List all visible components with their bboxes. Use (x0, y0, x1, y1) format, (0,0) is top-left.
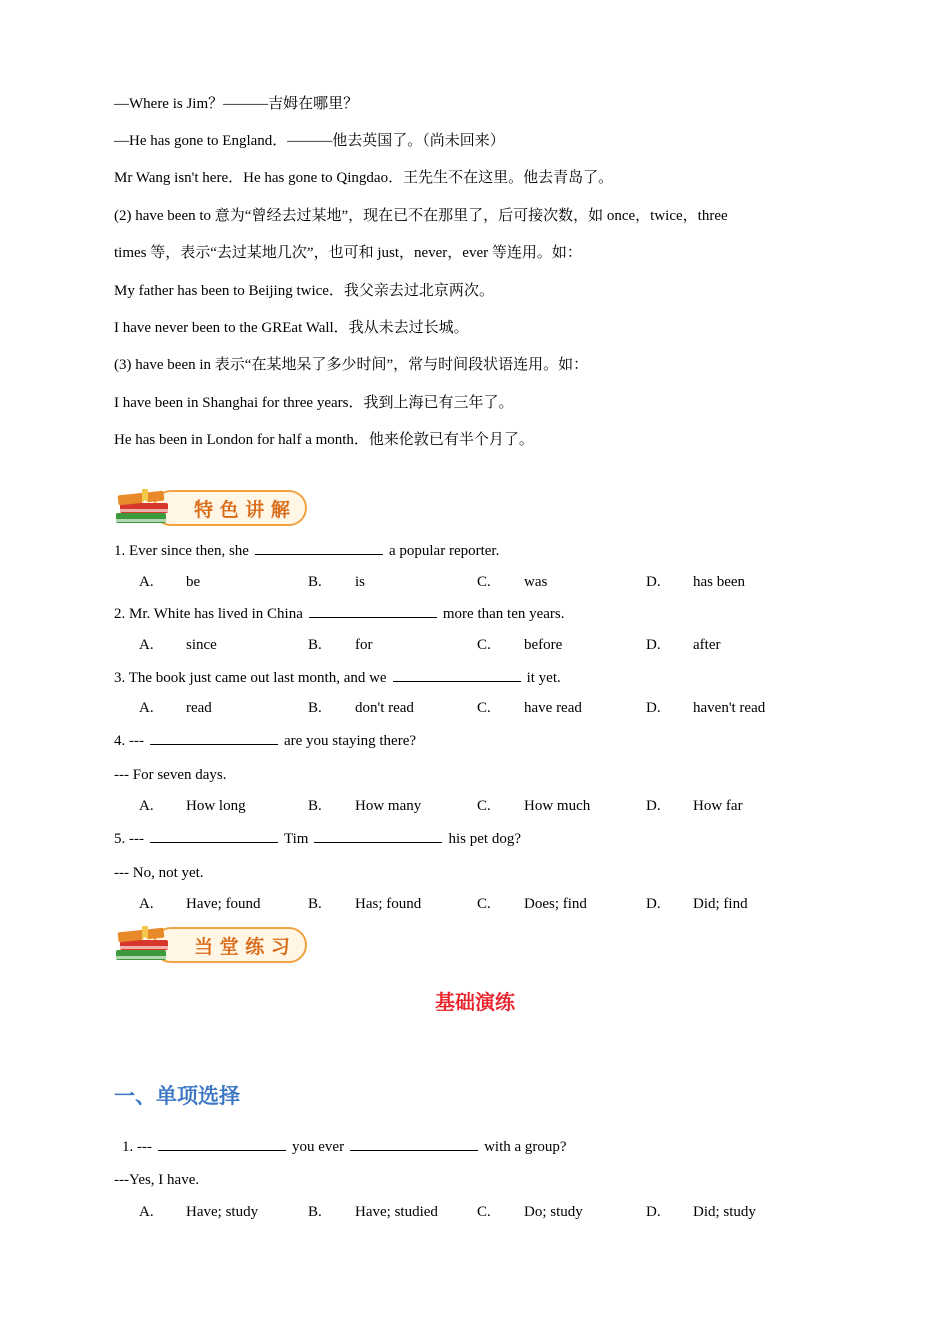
answer-line: --- No, not yet. (114, 865, 204, 881)
option-letter: C. (477, 896, 491, 912)
option-letter: A. (139, 637, 154, 653)
banner-label: 当 堂 练 习 (194, 936, 290, 958)
question-text: 1. Ever since then, she (114, 543, 249, 559)
question-text: 2. Mr. White has lived in China (114, 606, 303, 622)
option-text[interactable]: has been (693, 574, 746, 590)
question-text: 4. --- (114, 733, 144, 749)
option-text[interactable]: for (355, 637, 373, 653)
option-text[interactable]: read (186, 700, 212, 716)
option-letter: A. (139, 896, 154, 912)
explanation-line: I have been in Shanghai for three years．我到上海已有三年了。 (114, 395, 514, 411)
option-letter: D. (646, 896, 661, 912)
option-letter: B. (308, 700, 322, 716)
option-text[interactable]: Do; study (524, 1204, 583, 1220)
books-icon (114, 487, 310, 531)
answer-blank[interactable] (350, 1136, 478, 1151)
explanation-line: (3) have been in 表示“在某地呆了多少时间”，常与时间段状语连用。如： (114, 357, 589, 373)
option-text[interactable]: Have; found (186, 896, 261, 912)
feature-section-banner (114, 487, 310, 531)
answer-line: ---Yes, I have. (114, 1172, 200, 1188)
question-text: 1. --- (122, 1139, 152, 1155)
option-letter: A. (139, 1204, 154, 1220)
practice-question-1 (122, 1136, 567, 1157)
option-text[interactable]: Has; found (355, 896, 422, 912)
answer-blank[interactable] (309, 603, 437, 618)
option-letter: C. (477, 700, 491, 716)
question-text: his pet dog? (448, 831, 521, 847)
option-letter: B. (308, 896, 322, 912)
question-text: are you staying there? (284, 733, 417, 749)
option-letter: A. (139, 574, 154, 590)
option-letter: B. (308, 1204, 322, 1220)
explanation-line: (2) have been to 意为“曾经去过某地”，现在已不在那里了，后可接次数，如 once，twice，three (114, 208, 728, 224)
option-text[interactable]: Did; study (693, 1204, 756, 1220)
option-letter: C. (477, 798, 491, 814)
option-text[interactable]: have read (524, 700, 582, 716)
basic-practice-title: 基础演练 (435, 990, 515, 1014)
question-text: Tim (284, 831, 309, 847)
option-text[interactable]: don't read (355, 700, 414, 716)
explanation-line: —Where is Jim？———吉姆在哪里？ (114, 96, 359, 112)
question-text: it yet. (526, 670, 561, 686)
options-row (0, 894, 950, 914)
question-4 (114, 730, 416, 751)
option-letter: C. (477, 574, 491, 590)
option-letter: B. (308, 798, 322, 814)
question-text: a popular reporter. (388, 543, 500, 559)
explanation-line: I have never been to the GREat Wall．我从未去过长城。 (114, 320, 469, 336)
explanation-line: Mr Wang isn't here．He has gone to Qingdao．王先生不在这里。他去青岛了。 (114, 170, 614, 186)
option-text[interactable]: was (524, 574, 548, 590)
option-text[interactable]: Have; studied (355, 1204, 438, 1220)
option-text[interactable]: is (355, 574, 366, 590)
option-text[interactable]: How far (693, 798, 743, 814)
answer-blank[interactable] (158, 1136, 286, 1151)
option-text[interactable]: Have; study (186, 1204, 259, 1220)
option-text[interactable]: before (524, 637, 563, 653)
option-text[interactable]: How many (355, 798, 422, 814)
question-2 (114, 603, 565, 624)
options-row (0, 1202, 950, 1222)
practice-section-banner (114, 924, 310, 968)
option-text[interactable]: Did; find (693, 896, 748, 912)
question-text: more than ten years. (442, 606, 565, 622)
explanation-line: —He has gone to England．———他去英国了。（尚未回来） (114, 133, 505, 149)
answer-blank[interactable] (150, 730, 278, 745)
question-text: 3. The book just came out last month, and we (114, 670, 387, 686)
answer-blank[interactable] (150, 828, 278, 843)
question-5 (114, 828, 521, 849)
option-letter: C. (477, 637, 491, 653)
books-icon (114, 924, 310, 968)
option-letter: A. (139, 700, 154, 716)
banner-label: 特 色 讲 解 (194, 499, 290, 521)
option-text[interactable]: since (186, 637, 217, 653)
answer-line: --- For seven days. (114, 767, 227, 783)
answer-blank[interactable] (255, 540, 383, 555)
question-1 (114, 540, 499, 561)
answer-blank[interactable] (314, 828, 442, 843)
option-letter: D. (646, 798, 661, 814)
option-letter: D. (646, 637, 661, 653)
option-text[interactable]: haven't read (693, 700, 766, 716)
options-row (0, 698, 950, 718)
section-heading: 一、单项选择 (114, 1084, 240, 1108)
option-text[interactable]: How long (186, 798, 246, 814)
question-text: with a group? (484, 1139, 567, 1155)
explanation-line: He has been in London for half a month．他来伦敦已有半个月了。 (114, 432, 534, 448)
options-row (0, 572, 950, 592)
option-letter: B. (308, 574, 322, 590)
option-letter: A. (139, 798, 154, 814)
options-row (0, 635, 950, 655)
option-letter: D. (646, 700, 661, 716)
option-text[interactable]: be (186, 574, 201, 590)
option-text[interactable]: after (693, 637, 721, 653)
option-letter: C. (477, 1204, 491, 1220)
option-letter: D. (646, 1204, 661, 1220)
question-text: 5. --- (114, 831, 144, 847)
option-text[interactable]: Does; find (524, 896, 587, 912)
option-letter: B. (308, 637, 322, 653)
options-row (0, 796, 950, 816)
question-3 (114, 667, 561, 688)
explanation-line: My father has been to Beijing twice．我父亲去过北京两次。 (114, 283, 494, 299)
option-text[interactable]: How much (524, 798, 591, 814)
explanation-line: times 等，表示“去过某地几次”，也可和 just，never，ever 等连用。如： (114, 245, 582, 261)
question-text: you ever (292, 1139, 345, 1155)
answer-blank[interactable] (393, 667, 521, 682)
option-letter: D. (646, 574, 661, 590)
